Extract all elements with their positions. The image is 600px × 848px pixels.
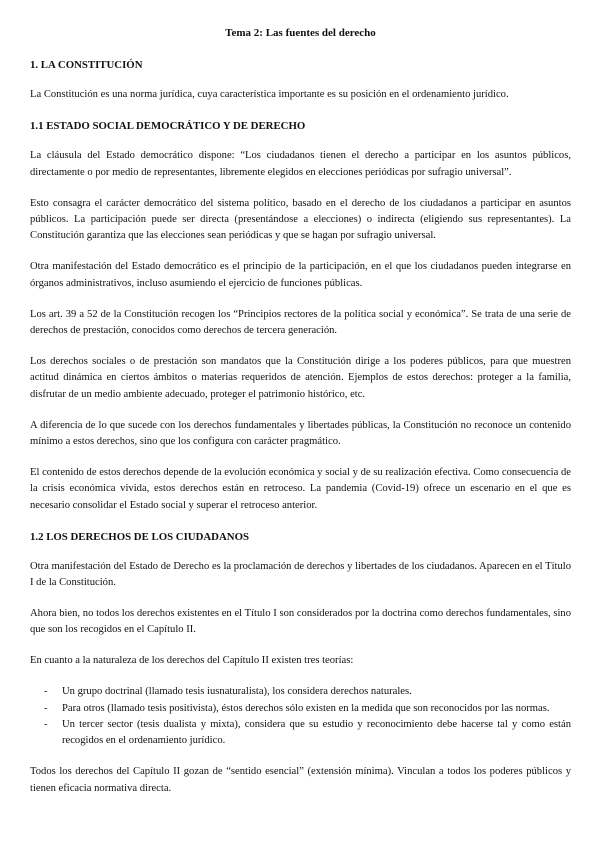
paragraph: Otra manifestación del Estado de Derecho es la proclamación de derechos y libertades de los ciudadanos. Aparecen en el Título I de la Constitución. <box>30 560 571 589</box>
paragraph: Todos los derechos del Capítulo II gozan de “sentido esencial” (extensión mínima). Vinculan a todos los poderes públicos y tienen eficacia normativa directa. <box>30 766 571 794</box>
paragraph: Los art. 39 a 52 de la Constitución recogen los “Principios rectores de la política social y económica”. Se trata de una serie de derechos de prestación, conocidos como derechos de tercera generación. <box>30 308 571 337</box>
paragraph: En cuanto a la naturaleza de los derechos del Capítulo II existen tres teorías: <box>30 655 354 667</box>
paragraph: La cláusula del Estado democrático dispone: “Los ciudadanos tienen el derecho a participar en los asuntos públicos, directamente o por medio de representantes, libremente elegidos en elecciones periódicas por sufragio universal”. <box>30 150 571 178</box>
bullet-dash: - <box>44 686 48 698</box>
list-item-text: Un tercer sector (tesis dualista y mixta), considera que su estudio y reconocimiento debe hacerse tal y como están recogidos en el ordenamiento jurídico. <box>62 719 571 747</box>
paragraph: Otra manifestación del Estado democrático es el principio de la participación, en el que los ciudadanos pueden integrarse en órganos administrativos, incluso asumiendo el ejercicio de funciones públicas. <box>30 261 571 289</box>
list-item <box>30 684 571 700</box>
list-item-text: Un grupo doctrinal (llamado tesis iusnaturalista), los considera derechos naturales. <box>62 686 412 698</box>
paragraph: Los derechos sociales o de prestación son mandatos que la Constitución dirige a los poderes públicos, para que muestren actitud dinámica en ciertos ámbitos o materias requeridos de atención. Ejemplos de estos derechos: proteger a la familia, disfrutar de un medio ambiente adecuado, proteger el patrimonio histórico, etc. <box>30 355 571 400</box>
paragraph: La Constitución es una norma jurídica, cuya característica importante es su posición en el ordenamiento jurídico. <box>30 89 509 101</box>
theories-list <box>30 684 571 750</box>
paragraph: Esto consagra el carácter democrático del sistema político, basado en el derecho de los ciudadanos a participar en asuntos públicos. La participación puede ser directa (presentándose a elecciones) o indirecta (eligiendo sus representantes). La Constitución garantiza que las elecciones sean periódicas y que se hagan por sufragio universal. <box>30 197 571 242</box>
paragraph: Ahora bien, no todos los derechos existentes en el Título I son considerados por la doctrina como derechos fundamentales, sino que son los recogidos en el Capítulo II. <box>30 608 571 636</box>
section-heading-constitucion: 1. LA CONSTITUCIÓN <box>30 59 143 72</box>
paragraph: A diferencia de lo que sucede con los derechos fundamentales y libertades públicas, la Constitución no reconoce un contenido mínimo a estos derechos, sino que los configura con carácter pragmático. <box>30 419 571 448</box>
document-body <box>30 25 571 812</box>
list-item <box>30 701 571 717</box>
section-heading-derechos: 1.2 LOS DERECHOS DE LOS CIUDADANOS <box>30 530 249 543</box>
list-item <box>30 717 571 750</box>
list-item-text: Para otros (llamado tesis positivista), éstos derechos sólo existen en la medida que son reconocidos por las normas. <box>62 702 550 714</box>
section-heading-estado-social: 1.1 ESTADO SOCIAL DEMOCRÁTICO Y DE DERECHO <box>30 120 306 133</box>
document-title: Tema 2: Las fuentes del derecho <box>225 27 376 39</box>
paragraph: El contenido de estos derechos depende de la evolución económica y social y de su realización efectiva. Como consecuencia de la crisis económica vivida, estos derechos están en retroceso. La pandemia (Covid-19) ofrece un escenario en el que es necesario consolidar el Estado social y superar el retroceso anterior. <box>30 467 571 511</box>
bullet-dash: - <box>44 702 48 714</box>
bullet-dash: - <box>44 719 48 731</box>
